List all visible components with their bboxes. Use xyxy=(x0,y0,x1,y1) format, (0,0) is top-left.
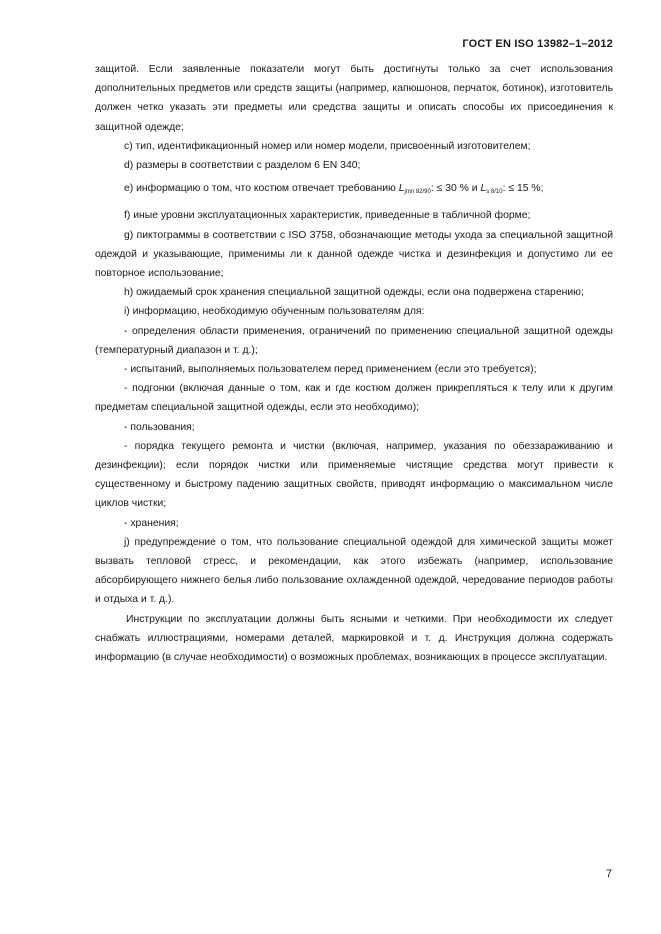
final-paragraph: Инструкции по эксплуатации должны быть ясными и четкими. При необходимости их следует снабжать иллюстрациями, номерами деталей, маркировкой и т. д. Инструкция должна содержать информацию (в случае необходимости) о возможных проблемах, возникающих в процессе эксплуатации. xyxy=(95,613,613,664)
page-number: 7 xyxy=(606,868,613,880)
document-header: ГОСТ EN ISO 13982–1–2012 xyxy=(462,38,613,50)
subscript-s: s 8/10 xyxy=(486,189,503,196)
sub-item-usage: - пользования; xyxy=(124,421,195,433)
list-item-g: g) пиктограммы в соответствии с ISO 3758, обозначающие методы ухода за специальной защитной одеждой и указывающие, применимы ли к данной одежде чистка и дезинфекция и допустимо ли ее повторное использование; xyxy=(95,229,613,280)
list-item-e-mid: : ≤ 30 % и xyxy=(430,183,481,195)
sub-item-tests: - испытаний, выполняемых пользователем перед применением (если это требуется); xyxy=(124,364,537,376)
list-item-c: c) тип, идентификационный номер или номер модели, присвоенный изготовителем; xyxy=(124,140,531,152)
paragraph-continuation: защитой. Если заявленные показатели могут быть достигнуты только за счет использования дополнительных предметов или средств защиты (например, капюшонов, перчаток, ботинок), изготовитель должен четко указать эти предметы или средства защиты и описать способы их присоединения к защитной одежде; xyxy=(95,64,613,133)
list-item-d: d) размеры в соответствии с разделом 6 EN 340; xyxy=(124,160,361,172)
list-item-e xyxy=(95,179,613,202)
list-item-e-end: : ≤ 15 %; xyxy=(502,183,544,195)
subscript-jmn: jmn 82/90 xyxy=(404,189,431,196)
symbol-l-jmn: L xyxy=(398,183,405,195)
sub-item-storage: - хранения; xyxy=(124,517,179,529)
list-item-h: h) ожидаемый срок хранения специальной защитной одежды, если она подвержена старению; xyxy=(124,287,584,299)
sub-item-fitting: - подгонки (включая данные о том, как и где костюм должен прикрепляться к телу или к другим предметам специальной защитной одежды, если это необходимо); xyxy=(95,383,613,414)
list-item-f: f) иные уровни эксплуатационных характеристик, приведенные в табличной форме; xyxy=(124,210,531,222)
page-body xyxy=(95,60,613,667)
symbol-l-s: L xyxy=(480,183,487,195)
sub-item-application: - определения области применения, ограничений по применению специальной защитной одежды (температурный диапазон и т. д.); xyxy=(95,325,613,356)
list-item-i: i) информацию, необходимую обученным пользователям для: xyxy=(124,306,425,318)
list-item-e-text: e) информацию о том, что костюм отвечает требованию xyxy=(124,183,399,195)
sub-item-repair-cleaning: - порядка текущего ремонта и чистки (включая, например, указания по обеззараживанию и дезинфекции); если порядок чистки или применяемые чистящие средства могут привести к существенному и быстрому падению защитных свойств, приводят информацию о максимальном числе циклов чистки; xyxy=(95,440,613,510)
list-item-j: j) предупреждение о том, что пользование специальной одеждой для химической защиты может вызвать тепловой стресс, и рекомендации, как этого избежать (например, использование абсорбирующего нижнего белья либо пользование охлажденной одеждой, чередование периодов работы и отдыха и т. д.). xyxy=(95,536,613,606)
